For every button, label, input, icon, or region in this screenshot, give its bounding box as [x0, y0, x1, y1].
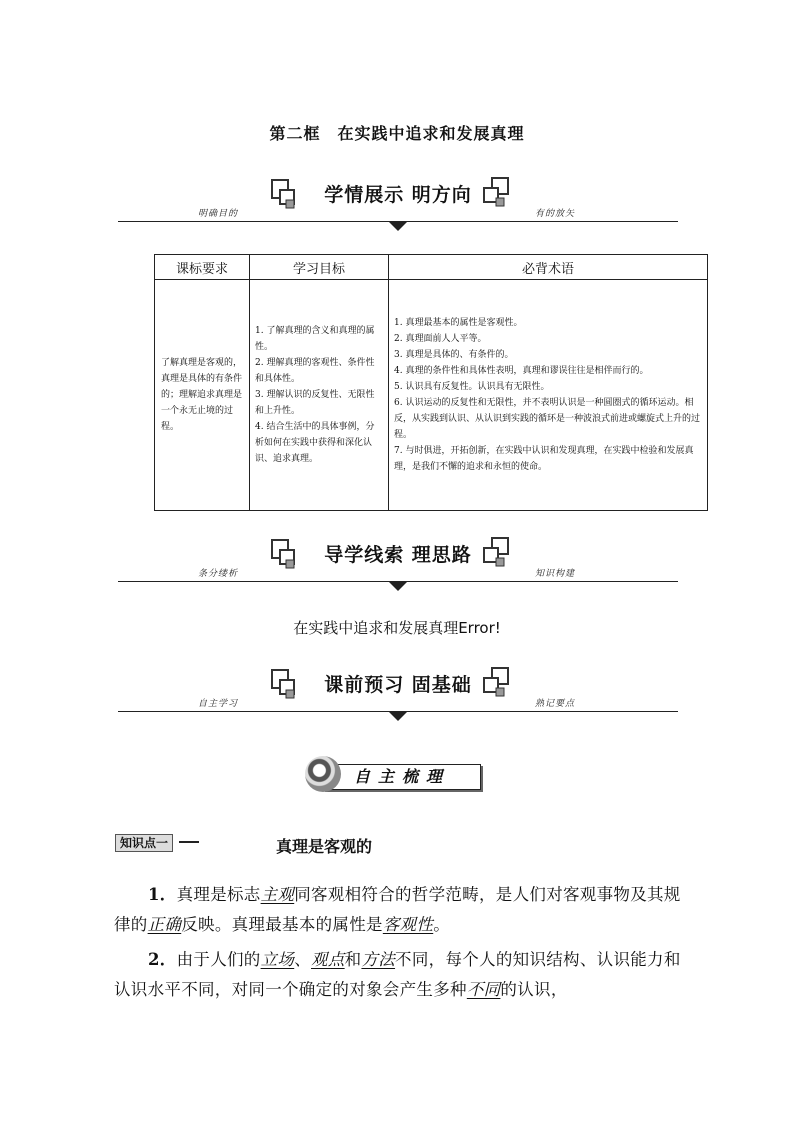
text-run: 的认识，	[500, 980, 568, 999]
banner-arrow	[389, 712, 407, 721]
banner-right-label: 熟记要点	[535, 699, 576, 709]
table-header: 课标要求	[155, 255, 250, 280]
paragraph-number: 2．	[148, 950, 177, 969]
banner-right-label: 知识构建	[535, 569, 576, 579]
page-title: 第二框 在实践中追求和发展真理	[269, 124, 525, 143]
blank-answer: 客观性	[382, 915, 434, 934]
list-item: 6. 认识运动的反复性和无限性，并不表明认识是一种圆圈式的循环运动。相反，从实践到认识、从认识到实践的循环是一种波浪式前进或螺旋式上升的过程。	[394, 398, 701, 440]
squares-icon	[480, 176, 512, 212]
table-header: 学习目标	[250, 255, 389, 280]
text-run: 和	[344, 950, 362, 969]
blank-answer: 不同	[466, 980, 501, 999]
section-banner-1	[118, 180, 678, 222]
blank-answer: 正确	[147, 915, 182, 934]
table-header-row	[155, 255, 708, 280]
knowledge-point-label: 知识点一	[115, 834, 173, 852]
banner-left-label: 条分缕析	[198, 569, 239, 579]
text-run: 由于人们的	[176, 950, 261, 969]
standard-text: 了解真理是客观的，真理是具体的有条件的；理解追求真理是一个永无止境的过程。	[161, 358, 243, 432]
banner-left-label: 明确目的	[198, 209, 239, 219]
knowledge-point-tag	[115, 834, 199, 850]
structure-caption: 在实践中追求和发展真理Error!	[293, 619, 501, 637]
banner-arrow	[389, 222, 407, 231]
text-run: 真理是标志	[176, 885, 261, 904]
banner-right-label: 有的放矢	[535, 209, 576, 219]
list-item: 1. 真理最基本的属性是客观性。	[394, 318, 523, 328]
paragraph-1	[114, 880, 684, 940]
text-run: 反映。真理最基本的属性是	[181, 915, 383, 934]
table-cell-goals	[250, 280, 389, 511]
divider	[179, 841, 199, 843]
list-item: 3. 理解认识的反复性、无限性和上升性。	[255, 390, 375, 416]
table-cell-terms	[389, 280, 708, 511]
text-run: 同客观相符合的哲学范畴，是人们对客观事物及其规律的	[114, 885, 681, 934]
circle-icon	[305, 756, 341, 792]
paragraph-2	[114, 945, 684, 1005]
table-row	[155, 280, 708, 511]
list-item: 2. 真理面前人人平等。	[394, 334, 487, 344]
paragraph-number: 1．	[148, 885, 177, 904]
text-run: 。	[433, 915, 451, 934]
text-run: 不同，每个人的知识结构、认识能力和认识水平不同，对同一个确定的对象会产生多种	[114, 950, 681, 999]
list-item: 4. 真理的条件性和具体性表明，真理和谬误往往是相伴而行的。	[394, 366, 649, 376]
banner-heading: 课前预习 固基础	[324, 674, 472, 696]
banner-heading: 学情展示 明方向	[324, 184, 472, 206]
list-item: 1. 了解真理的含义和真理的属性。	[255, 326, 375, 352]
section-tag	[305, 756, 485, 796]
banner-left-label: 自主学习	[198, 699, 239, 709]
list-item: 7. 与时俱进，开拓创新，在实践中认识和发现真理，在实践中检验和发展真理，是我们不懈的追求和永恒的使命。	[394, 446, 694, 472]
blank-answer: 方法	[361, 950, 396, 969]
list-item: 5. 认识具有反复性。认识具有无限性。	[394, 382, 550, 392]
blank-answer: 立场	[260, 950, 295, 969]
section-banner-3	[118, 670, 678, 712]
objectives-table	[154, 254, 708, 511]
text-run: 、	[294, 950, 312, 969]
squares-icon	[480, 536, 512, 572]
blank-answer: 主观	[260, 885, 295, 904]
section-banner-2	[118, 540, 678, 582]
table-header: 必背术语	[389, 255, 708, 280]
blank-answer: 观点	[311, 950, 345, 969]
banner-heading: 导学线索 理思路	[324, 544, 472, 566]
list-item: 4. 结合生活中的具体事例，分析如何在实践中获得和深化认识、追求真理。	[255, 422, 375, 464]
list-item: 2. 理解真理的客观性、条件性和具体性。	[255, 358, 375, 384]
list-item: 3. 真理是具体的、有条件的。	[394, 350, 514, 360]
section-tag-label: 自主梳理	[323, 764, 481, 790]
knowledge-point-title: 真理是客观的	[276, 837, 373, 856]
squares-icon	[480, 666, 512, 702]
table-cell-standard	[155, 280, 250, 511]
banner-arrow	[389, 582, 407, 591]
